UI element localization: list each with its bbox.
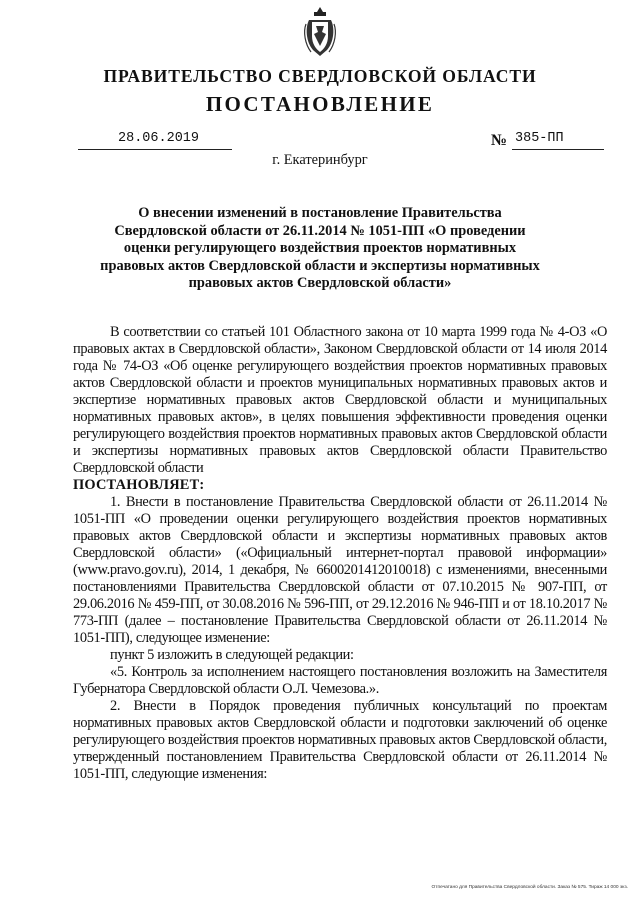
- city: г. Екатеринбург: [272, 152, 368, 168]
- number-sign: №: [491, 132, 508, 149]
- item-2: 2. Внести в Порядок проведения публичных консультаций по проектам нормативных правовых актов Свердловской области и подготовки заключений об оценке регулирующего воздействия проектов нормативных правовых актов Свердловской области, утвержденный постановлением Правительства Свердловской области от 26.11.2014 № 1051-ПП, следующие изменения:: [73, 698, 608, 782]
- item-1-quote: «5. Контроль за исполнением настоящего постановления возложить на Заместителя Губернатора Свердловской области О.Л. Чемезова.».: [73, 664, 607, 697]
- document-number: 385-ПП: [515, 131, 564, 146]
- document-title: О внесении изменений в постановление Правительства Свердловской области от 26.11.2014 № 1051-ПП «О проведении оценки регулирующего воздействия проектов нормативных правовых актов Свердловской области и экспертизы нормативных правовых актов Свердловской области»: [100, 205, 540, 291]
- preamble: В соответствии со статьей 101 Областного закона от 10 марта 1999 года № 4-ОЗ «О правовых актах в Свердловской области», Законом Свердловской области от 14 июля 2014 года № 74-ОЗ «Об оценке регулирующего воздействия проектов нормативных правовых актов Свердловской области и проектов муниципальных нормативных правовых актов и экспертизе нормативных правовых актов Свердловской области и муниципальных нормативных правовых актов», в целях повышения эффективности проведения оценки регулирующего воздействия проектов нормативных правовых актов Свердловской области и экспертизы нормативных правовых актов Свердловской области Правительство Свердловской области: [73, 324, 607, 476]
- print-footer: Отпечатано для Правительства Свердловской области. Заказ № 575. Тираж 14 000 экз.: [431, 885, 628, 890]
- item-1: 1. Внести в постановление Правительства Свердловской области от 26.11.2014 № 1051-ПП «О проведении оценки регулирующего воздействия проектов нормативных правовых актов Свердловской области и экспертизы нормативных правовых актов Свердловской области» («Официальный интернет-портал правовой информации» (www.pravo.gov.ru), 2014, 1 декабря, № 6600201412010018) с изменениями, внесенными постановлениями Правительства Свердловской области от 07.10.2015 № 907-ПП, от 29.06.2016 № 459-ПП, от 30.08.2016 № 596-ПП, от 29.12.2016 № 946-ПП и от 18.10.2017 № 773-ПП (далее – постановление Правительства Свердловской области от 26.11.2014 № 1051-ПП), следующее изменение:: [73, 494, 607, 646]
- coat-of-arms-icon: [303, 6, 337, 58]
- resolves-heading: ПОСТАНОВЛЯЕТ:: [73, 477, 205, 493]
- government-name: ПРАВИТЕЛЬСТВО СВЕРДЛОВСКОЙ ОБЛАСТИ: [103, 66, 537, 86]
- document-date: 28.06.2019: [118, 131, 200, 146]
- document-body: [73, 324, 607, 783]
- number-underline: [512, 149, 604, 150]
- document-type: ПОСТАНОВЛЕНИЕ: [205, 92, 435, 116]
- date-underline: [78, 149, 232, 150]
- item-1-subpoint: пункт 5 изложить в следующей редакции:: [110, 647, 354, 663]
